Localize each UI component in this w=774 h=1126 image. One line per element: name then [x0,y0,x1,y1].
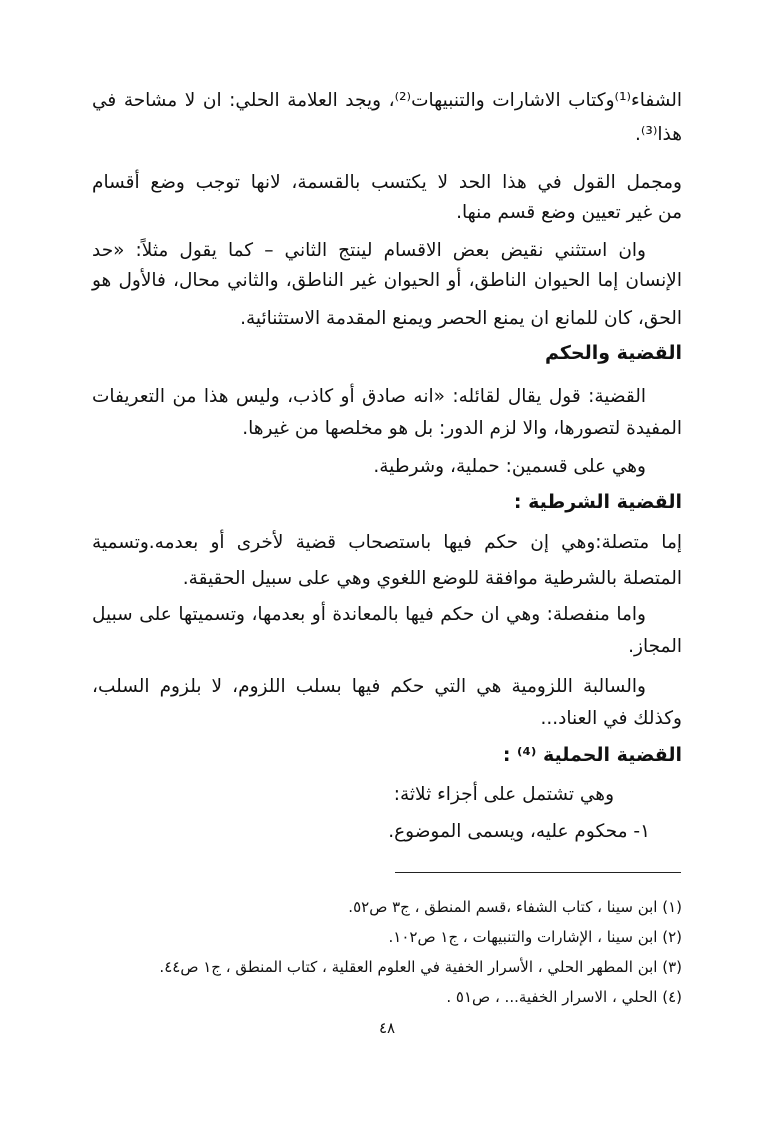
body-line: ومجمل القول في هذا الحد لا يكتسب بالقسمة، لانها توجب وضع أقسام [92,172,682,193]
list-item: ١- محكوم عليه، ويسمى الموضوع. [388,821,650,842]
body-line: إما متصلة:وهي إن حكم فيها باستصحاب قضية لأخرى أو بعدمه.وتسمية [92,532,682,553]
body-line: وكذلك في العناد... [540,708,682,729]
body-line: القضية: قول يقال لقائله: «انه صادق أو كاذب، وليس هذا من التعريفات [92,386,646,407]
body-line: المفيدة لتصورها، والا لزم الدور: بل هو مخلصها من غيرها. [242,418,682,439]
body-line: المتصلة بالشرطية موافقة للوضع اللغوي وهي على سبيل الحقيقة. [182,568,682,589]
body-line: المجاز. [628,636,682,657]
body-line: الشفاء⁽¹⁾وكتاب الاشارات والتنبيهات⁽²⁾، ويجد العلامة الحلي: ان لا مشاحة في [92,90,683,111]
footnote: (٤) الحلي ، الاسرار الخفية... ، ص٥١ . [446,988,682,1006]
footnote: (١) ابن سينا ، كتاب الشفاء ،قسم المنطق ، ج٣ ص٥٢. [348,898,682,916]
body-line: وان استثني نقيض بعض الاقسام لينتج الثاني – كما يقول مثلاً: «حد [92,240,646,261]
body-line: واما منفصلة: وهي ان حكم فيها بالمعاندة أو بعدمها، وتسميتها على سبيل [92,604,646,625]
section-heading: القضية الحملية ⁽⁴⁾ : [502,744,682,766]
body-line: وهي على قسمين: حملية، وشرطية. [373,456,646,477]
section-heading: القضية الشرطية : [513,491,682,513]
footnote-separator [395,872,681,873]
body-line: الحق، كان للمانع ان يمنع الحصر ويمنع المقدمة الاستثنائية. [240,308,682,329]
body-line: الإنسان إما الحيوان الناطق، أو الحيوان غير الناطق، والثاني محال، فالأول هو [92,270,682,291]
page-number: ٤٨ [378,1019,396,1037]
body-line: وهي تشتمل على أجزاء ثلاثة: [393,784,614,805]
footnote: (٣) ابن المطهر الحلي ، الأسرار الخفية في العلوم العقلية ، كتاب المنطق ، ج١ ص٤٤. [159,958,682,976]
body-line: من غير تعيين وضع قسم منها. [456,202,682,223]
footnote: (٢) ابن سينا ، الإشارات والتنبيهات ، ج١ ص١٠٢. [388,928,682,946]
body-line: هذا⁽³⁾. [634,124,682,145]
body-line: والسالبة اللزومية هي التي حكم فيها بسلب اللزوم، لا بلزوم السلب، [92,676,646,697]
section-heading: القضية والحكم [544,342,682,364]
